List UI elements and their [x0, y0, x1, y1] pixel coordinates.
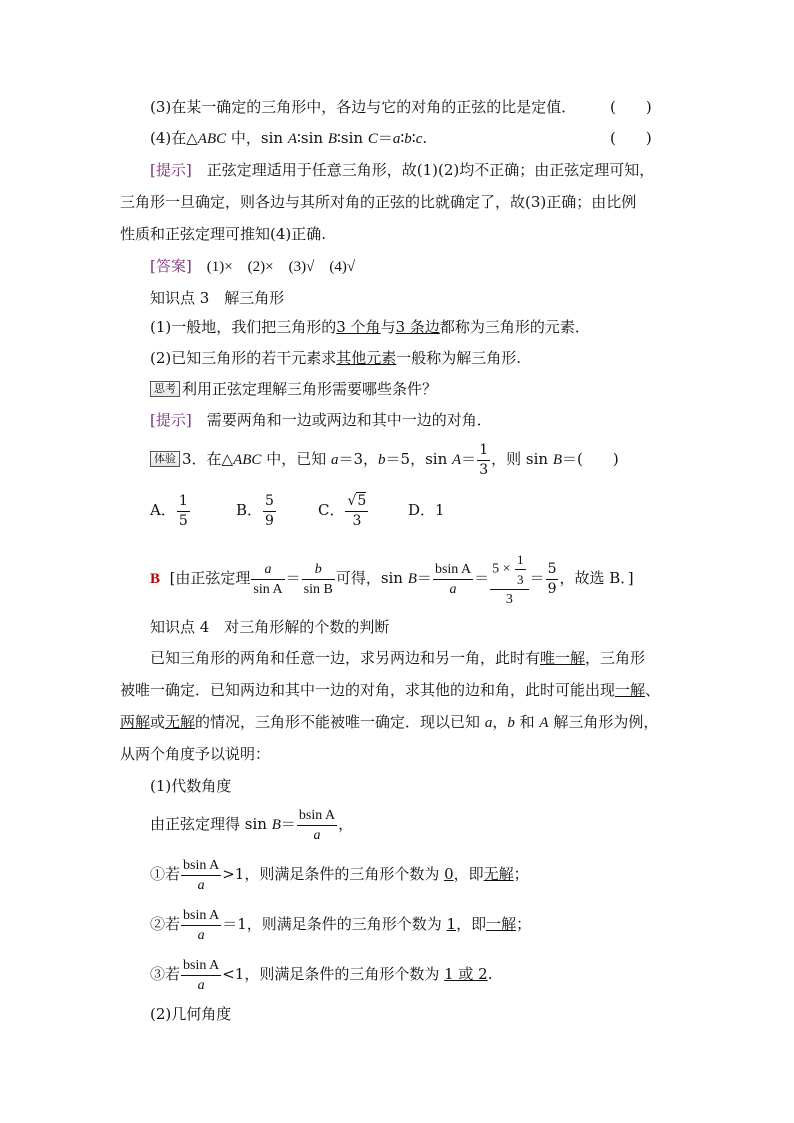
- fraction-one-third: $\frac{1}{3}$: [479, 441, 489, 478]
- hint-1-line-2: 三角形一旦确定，则各边与其所对角的正弦的比就确定了，故(3)正确；由比例: [120, 193, 637, 211]
- statement-4-paren: ( ): [610, 129, 652, 147]
- paragraph-line-1: 已知三角形的两角和任意一边，求另两边和另一角，此时有唯一解，三角形: [150, 649, 646, 667]
- think-question: 思考 利用正弦定理解三角形需要哪些条件？: [150, 379, 437, 399]
- hint-2: [提示] 需要两角和一边或两边和其中一边的对角．: [150, 411, 492, 429]
- section-title-3: 知识点 3 解三角形: [150, 289, 285, 307]
- case-3: ③若 $\frac{\text{bsin A}}{a}$ <1，则满足条件的三角形个数为 1 或 2.: [150, 957, 493, 993]
- paragraph-line-4: 从两个角度予以说明：: [120, 745, 271, 763]
- think-tag: 思考: [150, 381, 180, 397]
- hint-tag: [提示]: [150, 161, 192, 179]
- statement-3: [150, 97, 576, 117]
- sine-formula: 由正弦定理得 sin B＝ $\frac{\text{bsin A}}{a}$ ，: [150, 807, 354, 843]
- question-3: 体验 3．在△ABC 中，已知 a＝3，b＝5，sin A＝ $\frac{1}{3}$ ，则 sin B＝( ): [150, 440, 619, 480]
- answer-tag: [答案]: [150, 257, 192, 275]
- section-title-4: 知识点 4 对三角形解的个数的判断: [150, 618, 390, 636]
- case-2: ②若 $\frac{\text{bsin A}}{a}$ ＝1，则满足条件的三角形个数为 1，即一解；: [150, 907, 532, 943]
- statement-4: (4)在△ABC 中，sin A∶sin B∶sin C＝a∶b∶c.: [150, 129, 428, 147]
- paragraph-line-2: 被唯一确定．已知两边和其中一边的对角，求其他的边和角，此时可能出现一解、: [120, 681, 661, 699]
- solution-3: B [由正弦定理 $\frac{a}{\text{sin A}}$ ＝ $\frac{b}{\text{sin B}}$ 可得，sin B＝ $\frac{\text{bsin A}}{a}$ ＝ 5 × $\frac{1}{3}$ 3 ＝ $\frac{5}{9}$ ，故选 B．]: [150, 551, 634, 607]
- experience-tag: 体验: [150, 451, 180, 467]
- case-1: ①若 $\frac{\text{bsin A}}{a}$ >1，则满足条件的三角形个数为 0，即无解；: [150, 857, 529, 893]
- option-b[interactable]: B． $\frac{5}{9}$: [236, 492, 274, 529]
- statement-3-text: (3)在某一确定的三角形中，各边与它的对角的正弦的比是定值．: [150, 98, 577, 116]
- statement-3-paren: ( ): [610, 98, 652, 116]
- hint-1-line-1: [提示] 正弦定理适用于任意三角形，故(1)(2)均不正确；由正弦定理可知，: [150, 161, 655, 179]
- answer-letter: B: [150, 571, 161, 587]
- geometric-heading: (2)几何角度: [150, 1005, 232, 1023]
- paragraph-line-3: 两解或无解的情况，三角形不能被唯一确定．现以已知 a，b 和 A 解三角形为例，: [120, 713, 659, 731]
- answer-1: [答案] (1)× (2)× (3)√ (4)√: [150, 257, 356, 275]
- k3-item-1: (1)一般地，我们把三角形的3 个角与3 条边都称为三角形的元素．: [150, 318, 590, 336]
- hint-1-line-3: 性质和正弦定理可推知(4)正确.: [120, 225, 327, 243]
- option-c[interactable]: C． $\frac{√5}{3}$: [318, 492, 367, 529]
- option-a[interactable]: A． $\frac{1}{5}$: [150, 492, 188, 529]
- k3-item-2: (2)已知三角形的若干元素求其他元素一般称为解三角形.: [150, 349, 522, 367]
- option-d[interactable]: D．1: [408, 501, 445, 519]
- algebraic-heading: (1)代数角度: [150, 777, 232, 795]
